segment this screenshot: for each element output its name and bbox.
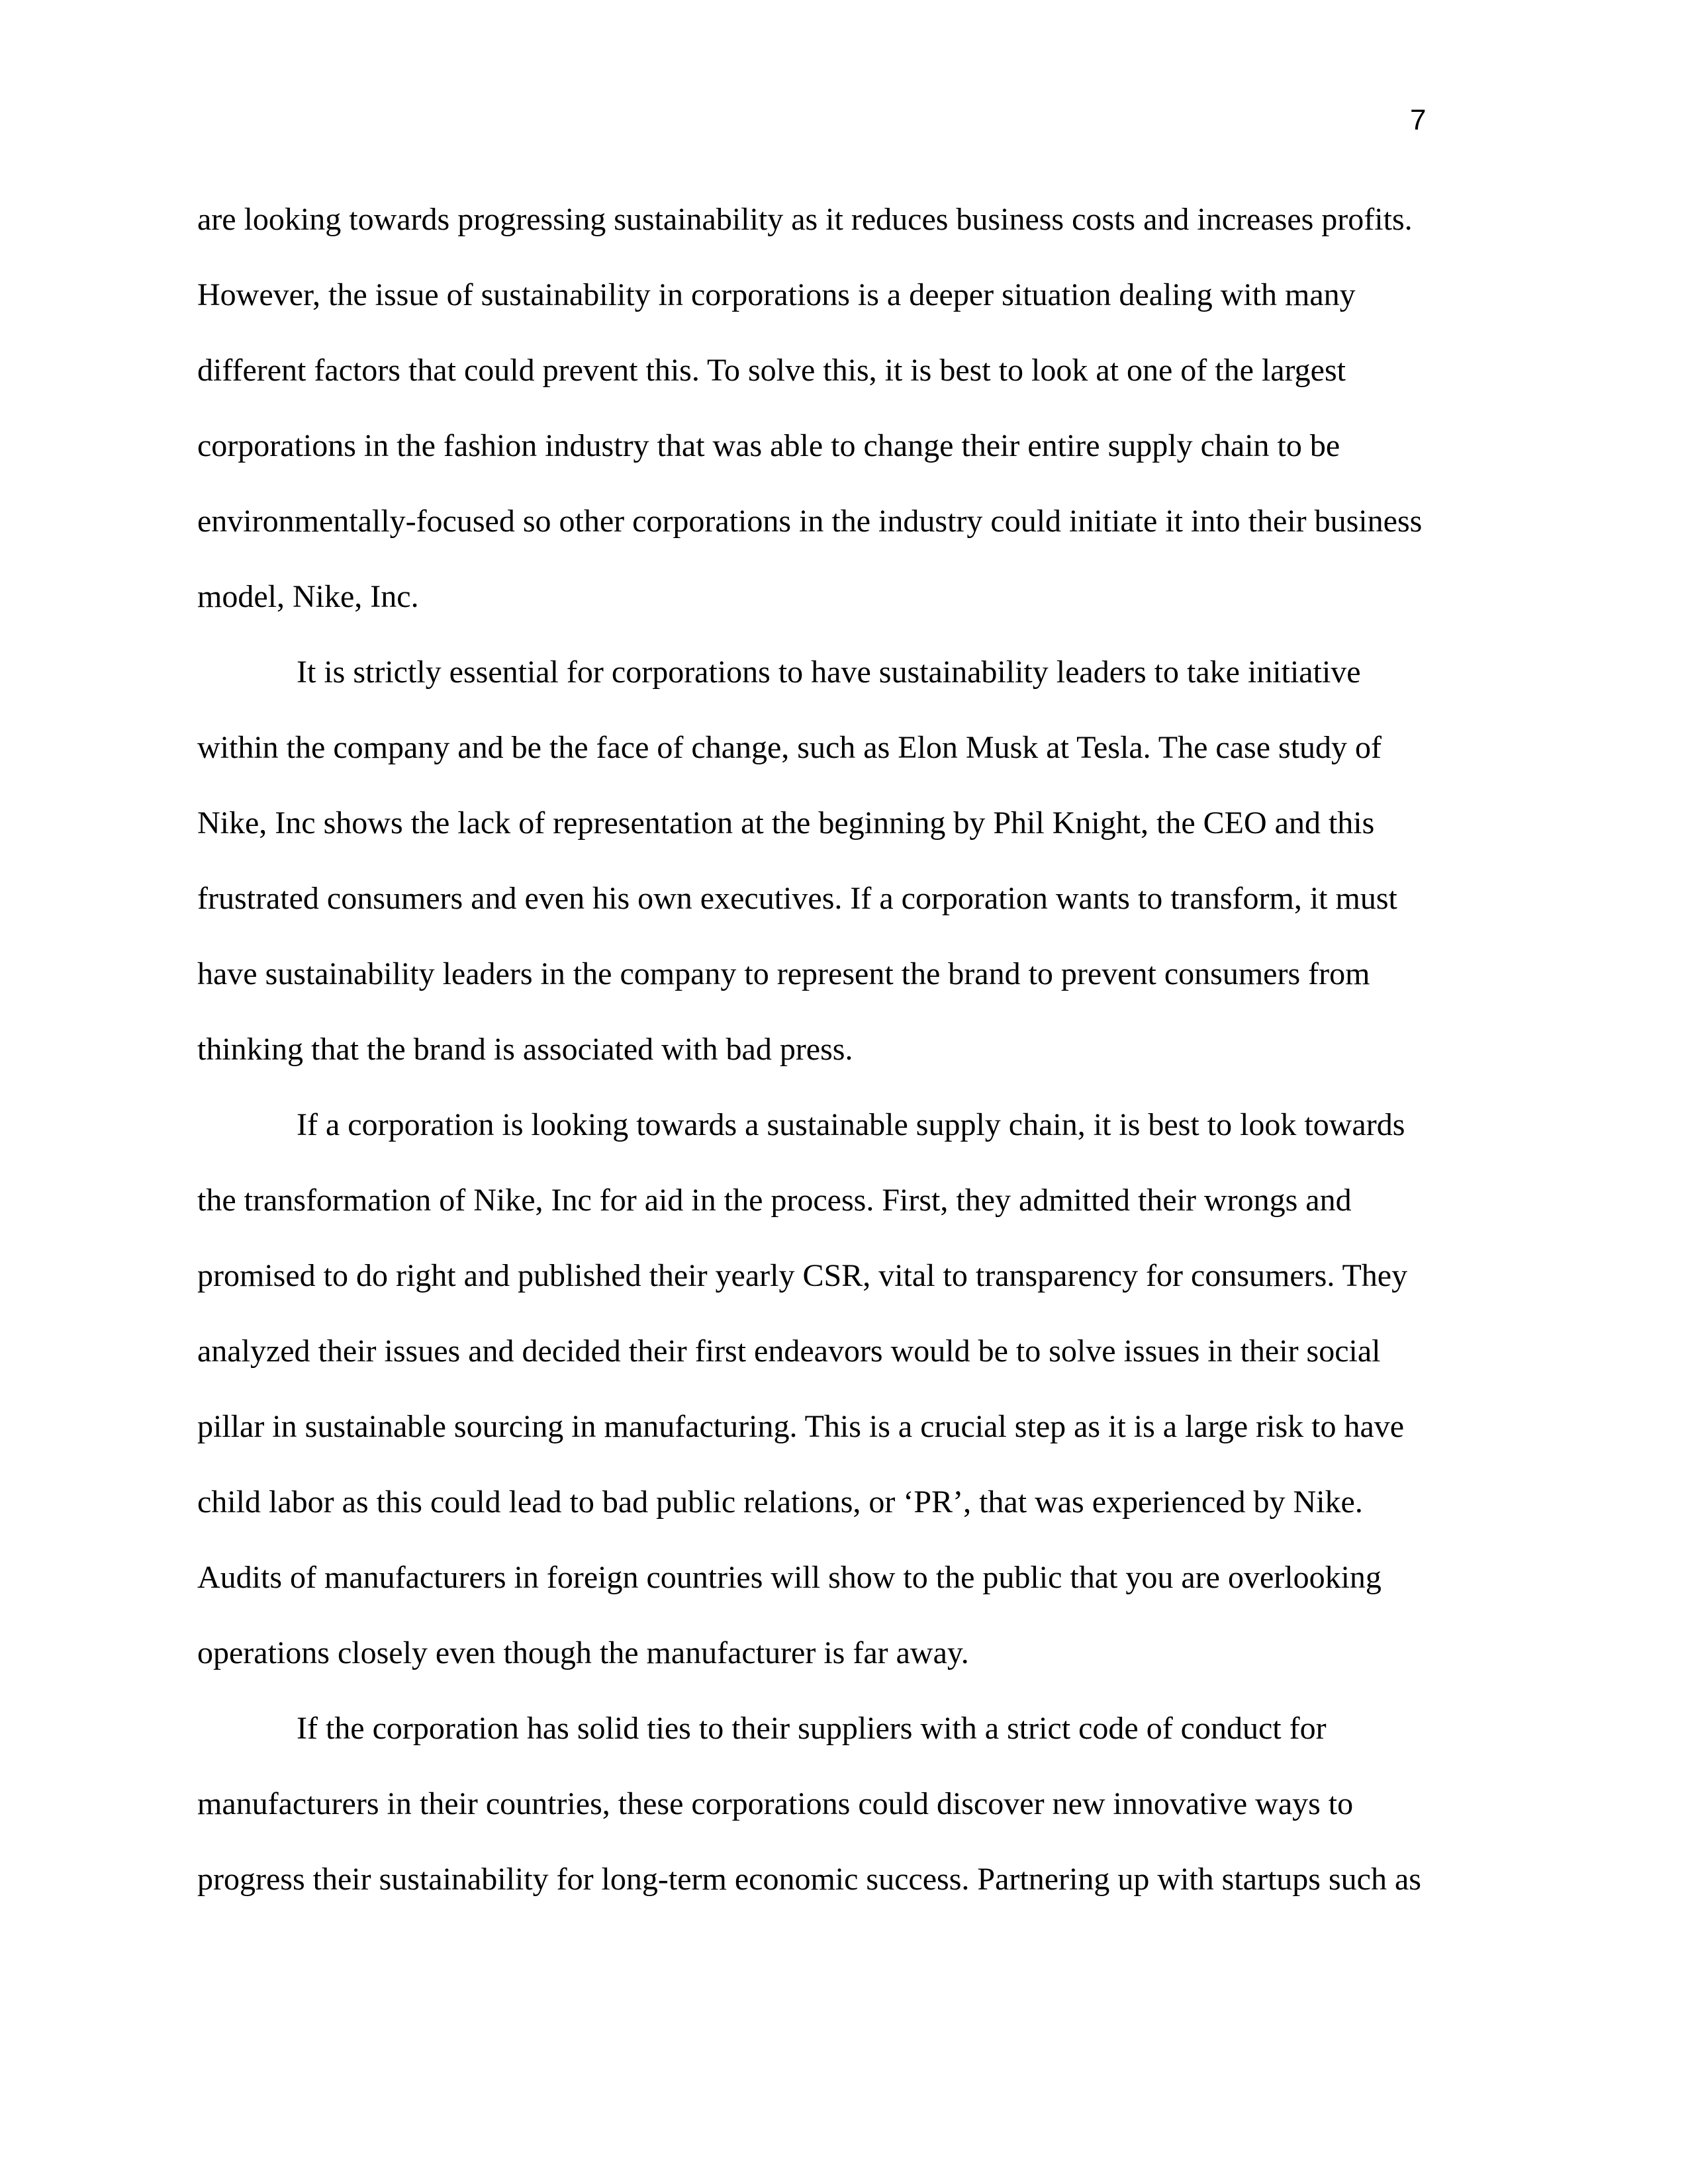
text-line: different factors that could prevent this. To solve this, it is best to look at one of the largest <box>197 353 1346 388</box>
text-line: promised to do right and published their yearly CSR, vital to transparency for consumers. They <box>197 1258 1408 1293</box>
text-line: However, the issue of sustainability in corporations is a deeper situation dealing with many <box>197 277 1356 312</box>
text-line: environmentally-focused so other corporations in the industry could initiate it into their business <box>197 504 1423 539</box>
text-line: analyzed their issues and decided their first endeavors would be to solve issues in their social <box>197 1334 1381 1369</box>
page-number: 7 <box>1410 104 1427 136</box>
text-line: model, Nike, Inc. <box>197 579 419 614</box>
text-line: progress their sustainability for long-term economic success. Partnering up with startups such as <box>197 1862 1421 1897</box>
text-line: thinking that the brand is associated with bad press. <box>197 1032 853 1067</box>
text-line: within the company and be the face of change, such as Elon Musk at Tesla. The case study of <box>197 730 1382 765</box>
text-line: are looking towards progressing sustainability as it reduces business costs and increases profits. <box>197 202 1413 237</box>
text-line: Nike, Inc shows the lack of representation at the beginning by Phil Knight, the CEO and this <box>197 805 1375 841</box>
body-text <box>197 195 1495 1930</box>
text-line: Audits of manufacturers in foreign countries will show to the public that you are overlooking <box>197 1560 1382 1595</box>
text-line: corporations in the fashion industry that was able to change their entire supply chain to be <box>197 428 1340 463</box>
text-line: If a corporation is looking towards a sustainable supply chain, it is best to look towards <box>297 1107 1405 1142</box>
text-line: operations closely even though the manufacturer is far away. <box>197 1635 969 1670</box>
text-line: child labor as this could lead to bad public relations, or ‘PR’, that was experienced by Nike. <box>197 1484 1363 1520</box>
text-line: have sustainability leaders in the company to represent the brand to prevent consumers from <box>197 956 1370 991</box>
text-line: If the corporation has solid ties to their suppliers with a strict code of conduct for <box>297 1711 1327 1746</box>
text-line: pillar in sustainable sourcing in manufacturing. This is a crucial step as it is a large risk to have <box>197 1409 1405 1444</box>
text-line: frustrated consumers and even his own executives. If a corporation wants to transform, it must <box>197 881 1397 916</box>
text-line: It is strictly essential for corporations to have sustainability leaders to take initiative <box>297 655 1361 690</box>
text-line: manufacturers in their countries, these corporations could discover new innovative ways to <box>197 1786 1354 1821</box>
text-line: the transformation of Nike, Inc for aid in the process. First, they admitted their wrongs and <box>197 1183 1352 1218</box>
